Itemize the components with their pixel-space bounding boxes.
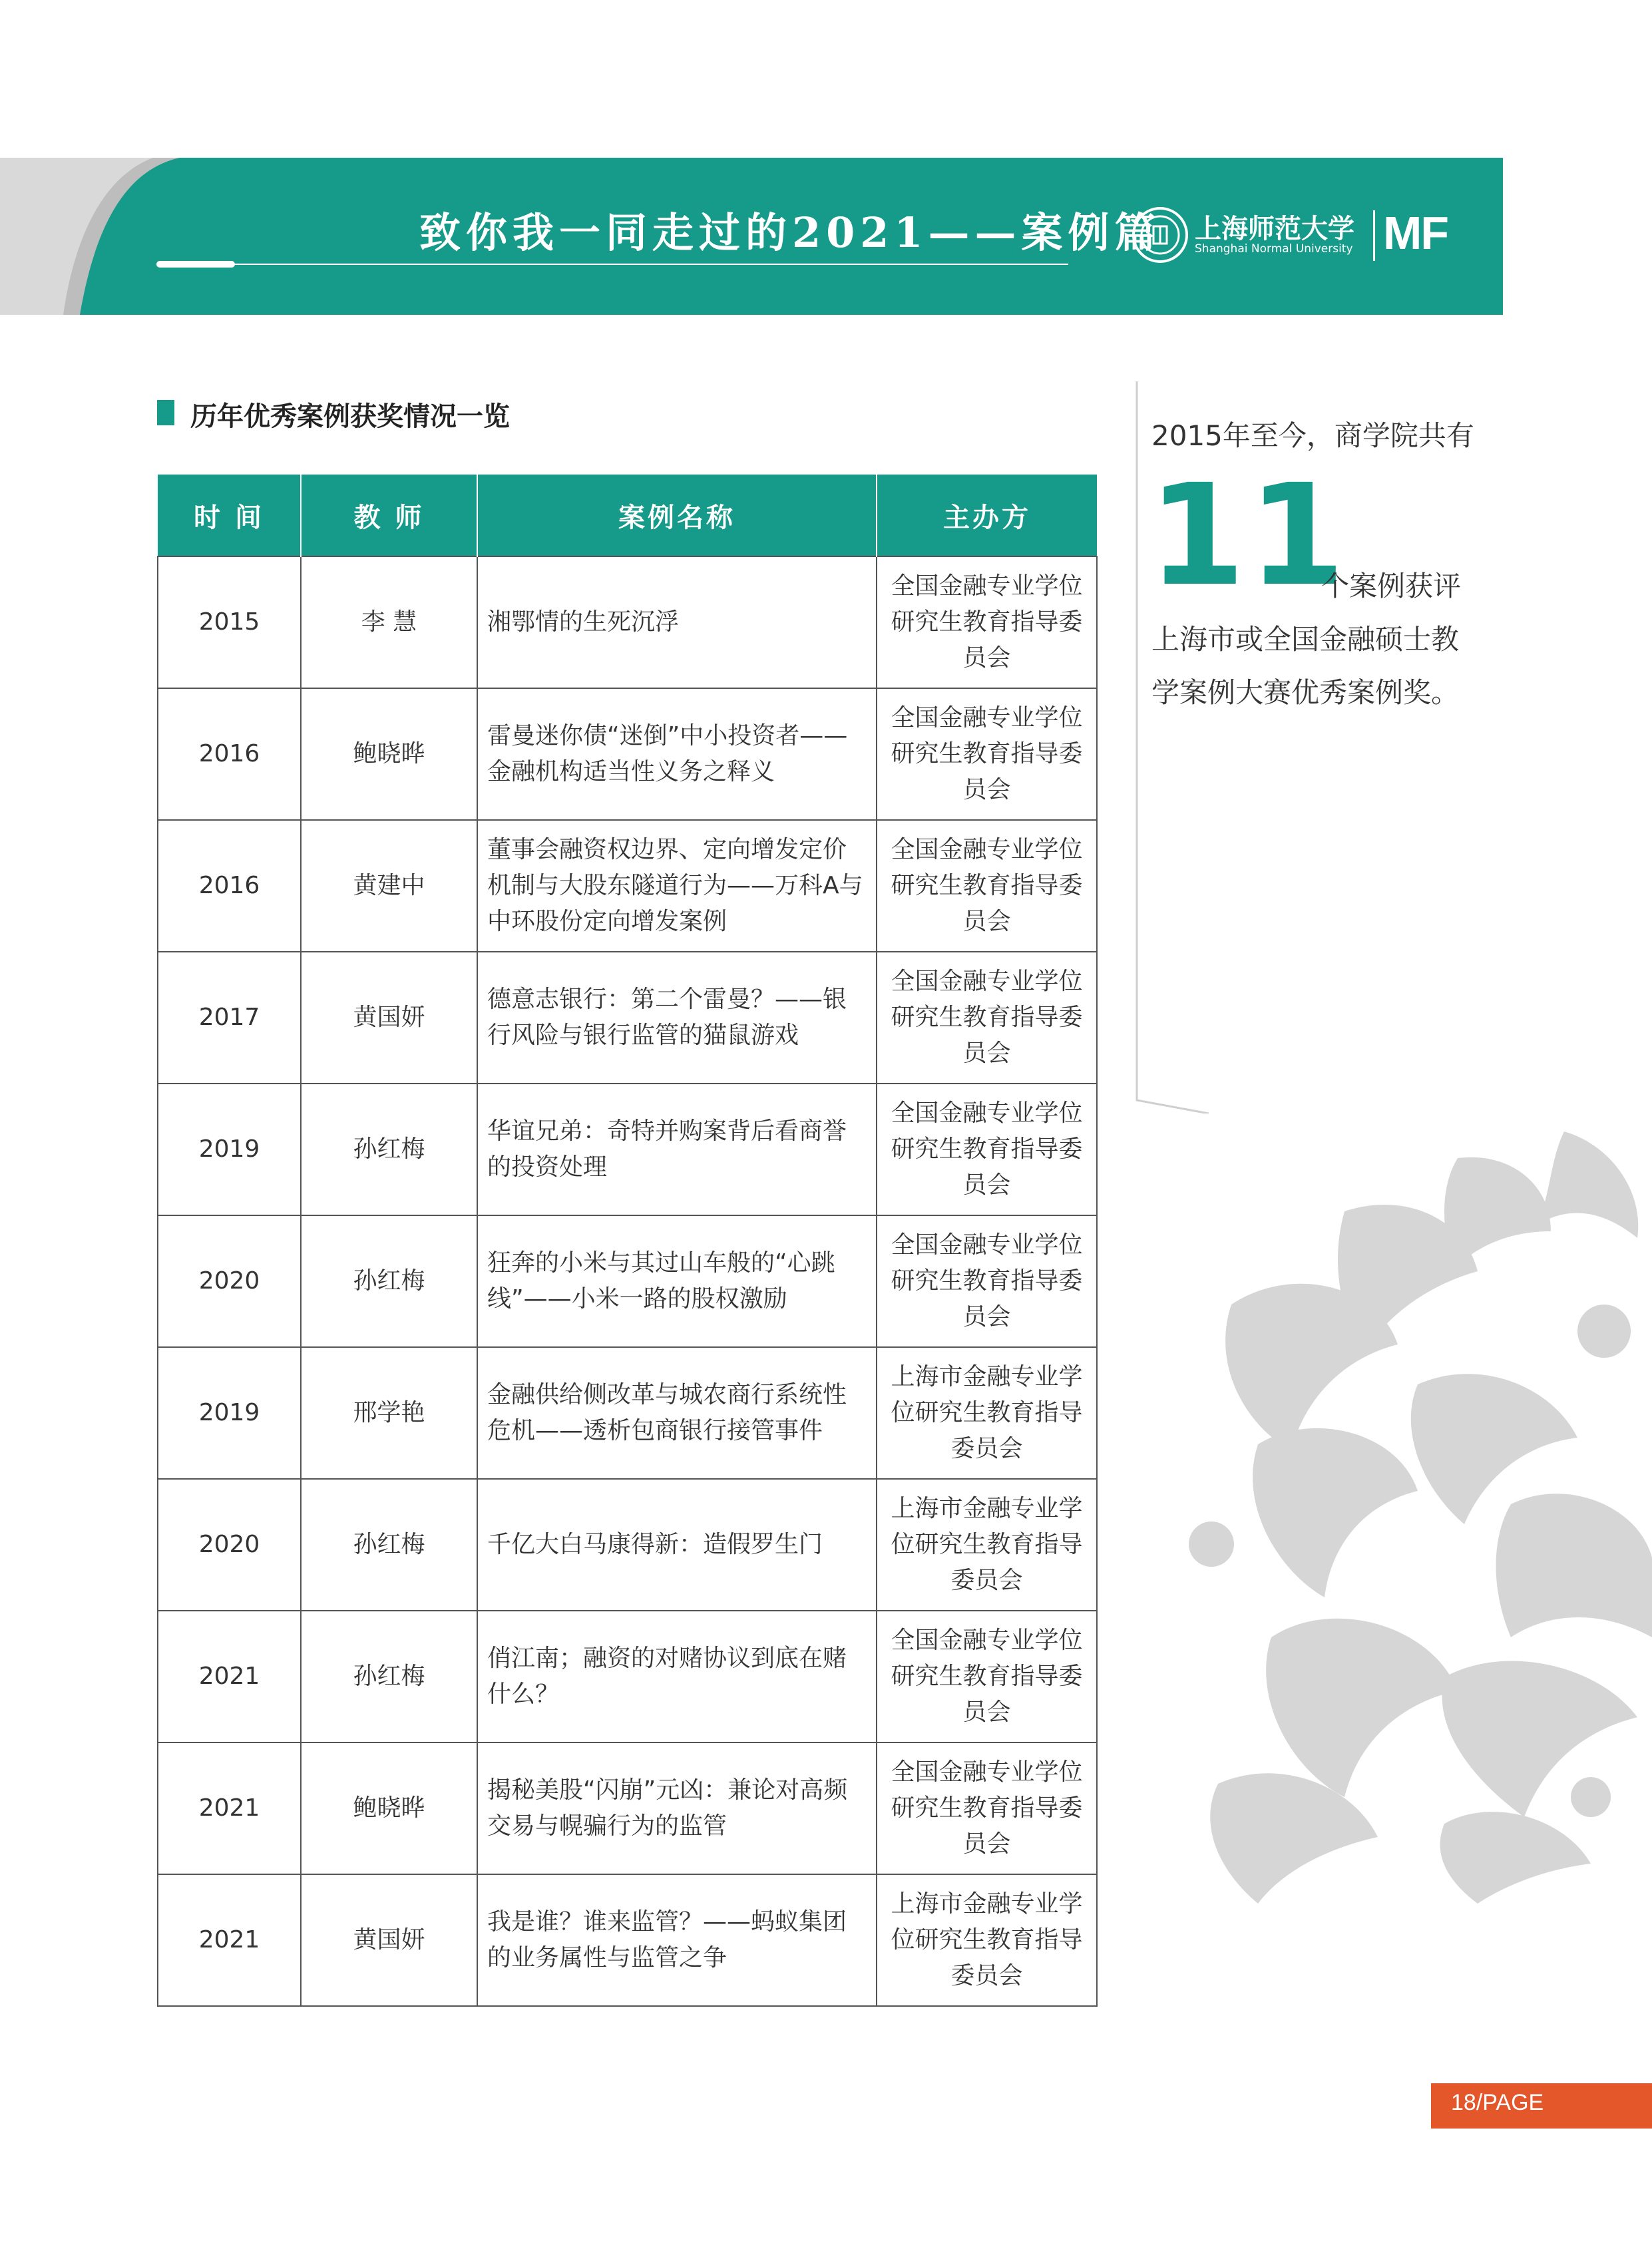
cell-organizer: 全国金融专业学位研究生教育指导委员会 — [877, 1215, 1097, 1347]
table-row — [158, 820, 1097, 952]
cell-case-name: 华谊兄弟：奇特并购案背后看商誉的投资处理 — [477, 1084, 877, 1215]
cell-organizer: 全国金融专业学位研究生教育指导委员会 — [877, 1742, 1097, 1874]
cell-year: 2015 — [158, 556, 301, 688]
cell-case-name: 雷曼迷你债“迷倒”中小投资者——金融机构适当性义务之释义 — [477, 688, 877, 820]
table-row — [158, 1479, 1097, 1611]
cell-case-name: 我是谁？谁来监管？——蚂蚁集团的业务属性与监管之争 — [477, 1874, 877, 2006]
table-row — [158, 688, 1097, 820]
cell-teacher: 黄国妍 — [301, 952, 477, 1084]
column-header-case-name: 案例名称 — [477, 475, 877, 556]
cell-case-name: 德意志银行：第二个雷曼？——银行风险与银行监管的猫鼠游戏 — [477, 952, 877, 1084]
section-title: 历年优秀案例获奖情况一览 — [190, 401, 510, 432]
table-row — [158, 952, 1097, 1084]
cell-organizer: 上海市金融专业学位研究生教育指导委员会 — [877, 1479, 1097, 1611]
table-row — [158, 556, 1097, 688]
page-number: 18/PAGE — [1451, 2090, 1544, 2115]
table-row — [158, 1874, 1097, 2006]
cell-teacher: 孙红梅 — [301, 1611, 477, 1742]
cell-case-name: 千亿大白马康得新：造假罗生门 — [477, 1479, 877, 1611]
logo-divider — [1373, 210, 1375, 261]
cell-year: 2016 — [158, 820, 301, 952]
banner-curve-decoration — [0, 158, 200, 315]
cell-year: 2021 — [158, 1874, 301, 2006]
banner-underline — [156, 264, 1068, 265]
column-header-year: 时 间 — [158, 475, 301, 556]
cell-teacher: 黄建中 — [301, 820, 477, 952]
cell-organizer: 上海市金融专业学位研究生教育指导委员会 — [877, 1874, 1097, 2006]
cell-teacher: 李 慧 — [301, 556, 477, 688]
cell-year: 2016 — [158, 688, 301, 820]
table-row — [158, 1742, 1097, 1874]
table-row — [158, 1611, 1097, 1742]
cell-teacher: 鲍晓晔 — [301, 1742, 477, 1874]
university-name-en: Shanghai Normal University — [1195, 242, 1353, 256]
page-header-title: 致你我一同走过的2021——案例篇 — [419, 208, 1161, 257]
cell-organizer: 全国金融专业学位研究生教育指导委员会 — [877, 820, 1097, 952]
cell-teacher: 邢学艳 — [301, 1347, 477, 1479]
cell-case-name: 揭秘美股“闪崩”元凶：兼论对高频交易与幌骗行为的监管 — [477, 1742, 877, 1874]
stat-description-line: 学案例大赛优秀案例奖。 — [1151, 676, 1460, 709]
university-name: 上海师范大学 — [1195, 213, 1354, 244]
stat-intro-text: 2015年至今，商学院共有 — [1151, 419, 1474, 452]
cell-organizer: 上海市金融专业学位研究生教育指导委员会 — [877, 1347, 1097, 1479]
table-row — [158, 1215, 1097, 1347]
cell-case-name: 俏江南；融资的对赌协议到底在赌什么？ — [477, 1611, 877, 1742]
table-header-row — [158, 475, 1097, 556]
cell-year: 2021 — [158, 1611, 301, 1742]
column-header-organizer: 主办方 — [877, 475, 1097, 556]
cell-year: 2019 — [158, 1084, 301, 1215]
dragon-watermark-icon — [1178, 1131, 1652, 1904]
stat-count: 11 — [1148, 454, 1348, 617]
cell-year: 2019 — [158, 1347, 301, 1479]
cell-teacher: 黄国妍 — [301, 1874, 477, 2006]
table-row — [158, 1347, 1097, 1479]
cell-case-name: 金融供给侧改革与城农商行系统性危机——透析包商银行接管事件 — [477, 1347, 877, 1479]
university-emblem-icon — [1132, 206, 1189, 264]
table-row — [158, 1084, 1097, 1215]
cell-organizer: 全国金融专业学位研究生教育指导委员会 — [877, 952, 1097, 1084]
cell-year: 2020 — [158, 1215, 301, 1347]
cell-case-name: 湘鄂情的生死沉浮 — [477, 556, 877, 688]
cell-teacher: 孙红梅 — [301, 1084, 477, 1215]
cell-organizer: 全国金融专业学位研究生教育指导委员会 — [877, 1611, 1097, 1742]
cell-year: 2017 — [158, 952, 301, 1084]
cell-teacher: 孙红梅 — [301, 1479, 477, 1611]
awards-table — [157, 475, 1098, 2007]
stat-description-line: 上海市或全国金融硕士教 — [1151, 623, 1460, 656]
stat-unit-text: 个案例获评 — [1321, 570, 1462, 602]
column-header-teacher: 教 师 — [301, 475, 477, 556]
cell-case-name: 狂奔的小米与其过山车般的“心跳线”——小米一路的股权激励 — [477, 1215, 877, 1347]
section-marker — [157, 400, 174, 425]
cell-teacher: 鲍晓晔 — [301, 688, 477, 820]
cell-teacher: 孙红梅 — [301, 1215, 477, 1347]
cell-organizer: 全国金融专业学位研究生教育指导委员会 — [877, 556, 1097, 688]
mf-program-logo: MF — [1383, 207, 1448, 259]
cell-case-name: 董事会融资权边界、定向增发定价机制与大股东隧道行为——万科A与中环股份定向增发案例 — [477, 820, 877, 952]
cell-year: 2021 — [158, 1742, 301, 1874]
cell-organizer: 全国金融专业学位研究生教育指导委员会 — [877, 1084, 1097, 1215]
cell-organizer: 全国金融专业学位研究生教育指导委员会 — [877, 688, 1097, 820]
cell-year: 2020 — [158, 1479, 301, 1611]
